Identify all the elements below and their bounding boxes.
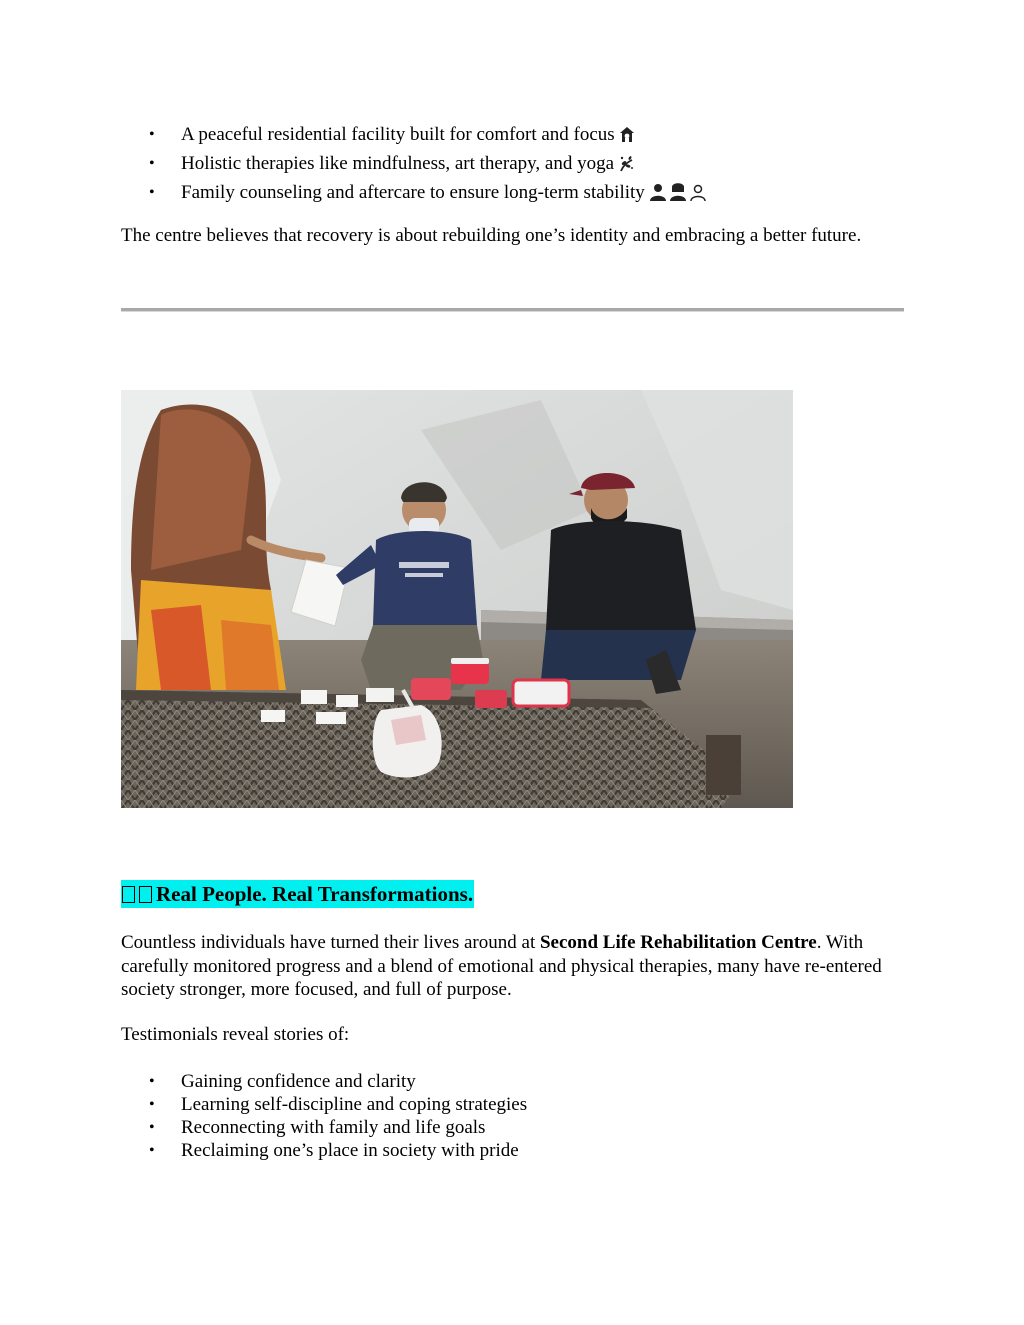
intro-text-start: Countless individuals have turned their lives around at [121,932,540,953]
missing-glyph-icon [122,886,135,903]
list-item [181,122,709,151]
feature-text: A peaceful residential facility built for comfort and focus [181,124,615,145]
list-item: • Reclaiming one’s place in society with pride [181,1139,527,1162]
centre-name: Second Life Rehabilitation Centre [539,932,817,953]
testimonials-list [121,1070,527,1162]
sparkle-leaf-icon [618,154,634,180]
intro-paragraph [121,931,911,1002]
intro-text-end: . With carefully monitored progress and a blend of emotional and physical therapies, many have re-entered society stronger, more focused, and full of purpose. [121,932,882,1000]
family-icon [649,183,709,209]
testimonials-label: Testimonials reveal stories of: [121,1024,350,1045]
list-item [181,180,709,209]
outreach-photo [121,390,793,808]
section-heading [121,880,474,908]
list-item [181,151,709,180]
features-list [121,122,709,209]
list-item: • Gaining confidence and clarity [181,1070,527,1093]
feature-text: Holistic therapies like mindfulness, art therapy, and yoga [181,153,615,174]
missing-glyph-icon [139,886,152,903]
list-item: • Learning self-discipline and coping strategies [181,1093,527,1116]
section-heading-text: Real People. Real Transformations. [156,882,474,906]
horizontal-divider [121,308,904,312]
list-item: • Reconnecting with family and life goals [181,1116,527,1139]
house-icon [619,125,635,151]
belief-paragraph: The centre believes that recovery is about rebuilding one’s identity and embracing a better future. [121,225,862,246]
feature-text: Family counseling and aftercare to ensure long-term stability [181,182,645,203]
